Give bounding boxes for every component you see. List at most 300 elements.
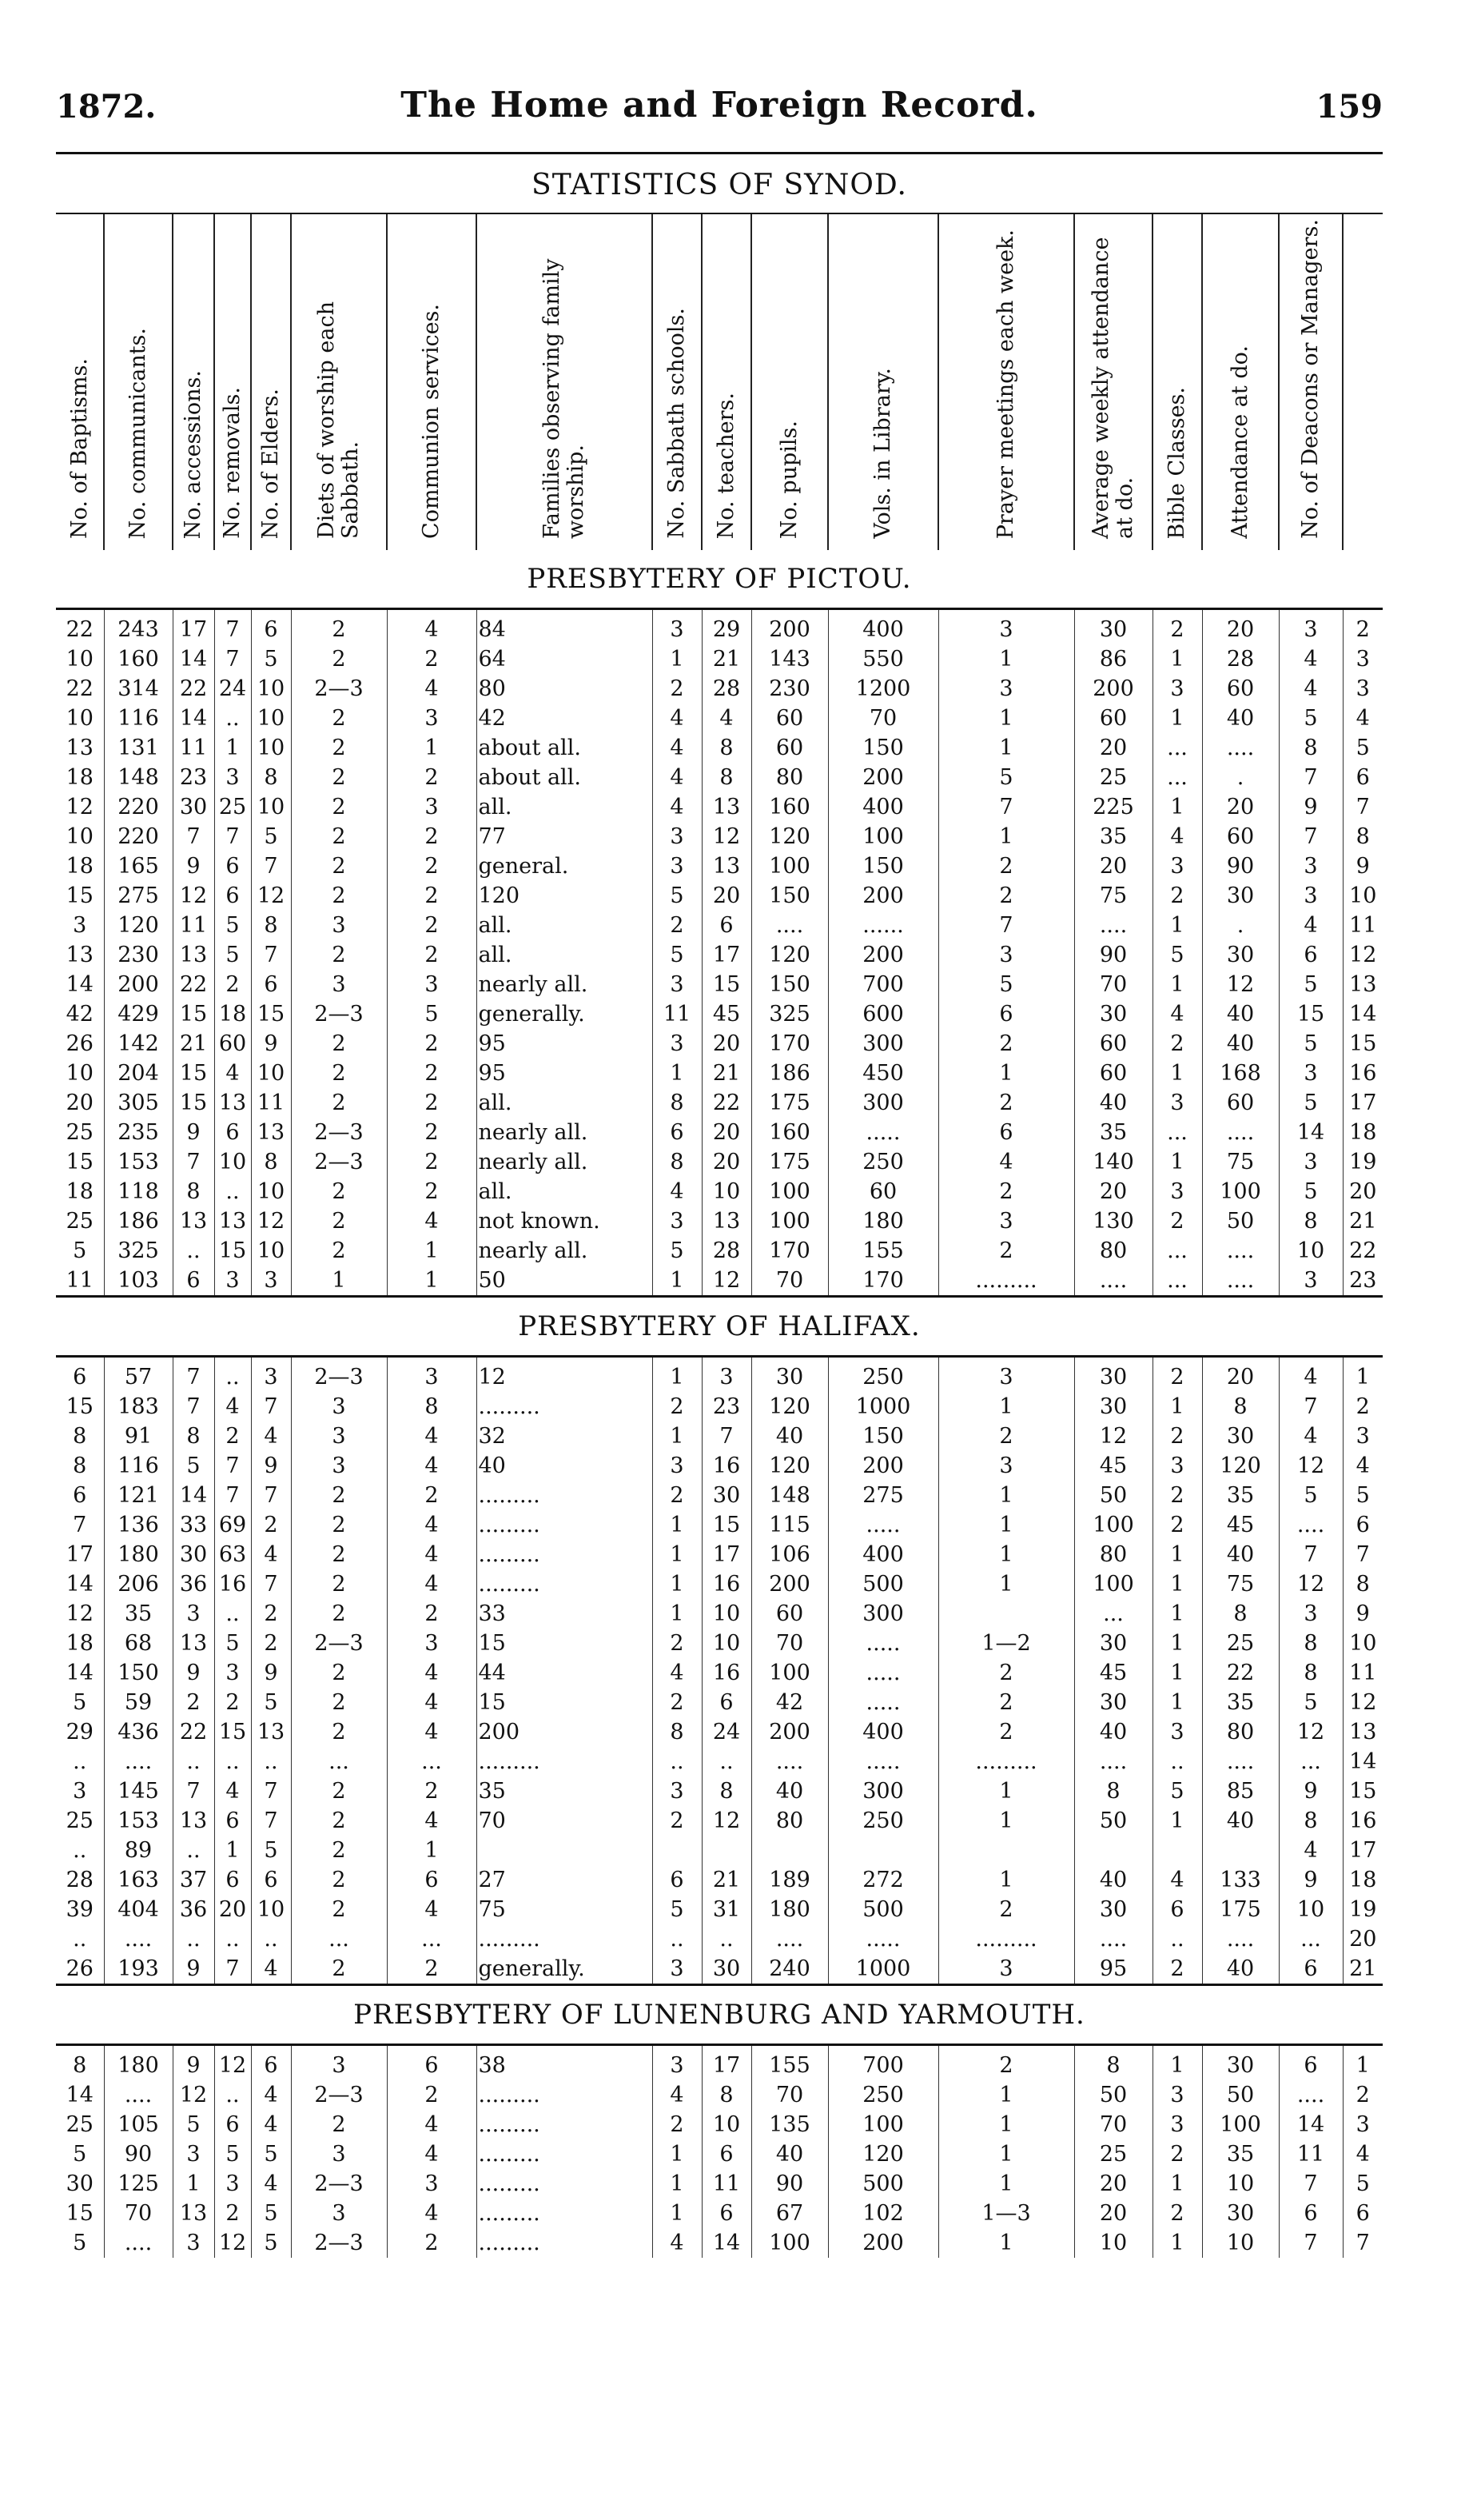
table-cell: 400 [828,1717,938,1747]
table-cell: 243 [104,609,173,645]
table-cell: 4 [387,2199,476,2228]
table-cell: 1 [938,1569,1074,1599]
column-header [104,214,173,550]
table-cell: 186 [104,1206,173,1236]
table-cell: ..... [828,1510,938,1540]
table-cell: 5 [1153,940,1202,970]
table-cell: 69 [214,1510,251,1540]
table-cell: 10 [702,1629,751,1658]
table-cell: 180 [104,2045,173,2081]
table-cell: 204 [104,1059,173,1088]
table-cell: 6 [938,1118,1074,1147]
table-cell: 7 [1356,1542,1370,1567]
table-cell: 5 [251,822,291,851]
table-cell: 15 [476,1688,652,1717]
table-cell: ... [1279,1747,1343,1776]
table-cell: 30 [56,2169,104,2199]
table-cell: 100 [1074,1510,1153,1540]
table-cell: 10 [251,704,291,733]
table-cell: 14 [56,1569,104,1599]
table-row [56,1147,1383,1177]
table-cell: 9 [1279,1776,1343,1806]
table-cell: 91 [104,1421,173,1451]
table-cell: 7 [173,1147,214,1177]
table-cell: all. [476,792,652,822]
table-cell: 9 [1356,854,1370,879]
table-cell: 3 [1153,1717,1202,1747]
table-cell: 2 [387,1776,476,1806]
table-cell: ......... [476,1392,652,1421]
table-cell: 500 [828,1895,938,1924]
table-cell: 11 [702,2169,751,2199]
table-cell: 550 [828,644,938,674]
table-cell: 30 [1202,940,1279,970]
table-cell: 153 [104,1806,173,1836]
table-row [56,911,1383,940]
table-cell: 3 [1153,2110,1202,2139]
table-cell: 314 [104,674,173,704]
table-cell: .... [751,911,828,940]
table-cell: 8 [56,1421,104,1451]
table-cell: 100 [1074,1569,1153,1599]
table-cell: 5 [251,2139,291,2169]
table-cell: about all. [476,763,652,792]
table-cell: 6 [387,1865,476,1895]
table-cell: 14 [1279,1118,1343,1147]
table-cell: 10 [702,1599,751,1629]
table-cell: 2 [291,763,387,792]
table-row [56,1569,1383,1599]
table-cell: 1 [1153,644,1202,674]
table-cell: 16 [702,1569,751,1599]
table-cell: 7 [1279,763,1343,792]
table-cell: 4 [1279,674,1343,704]
table-cell: 7 [173,1392,214,1421]
table-cell: 12 [214,2228,251,2258]
table-cell: 21 [702,644,751,674]
table-cell: 1 [291,1266,387,1297]
table-cell: 180 [751,1895,828,1924]
table-cell: 4 [652,2080,702,2110]
table-cell: 44 [476,1658,652,1688]
table-cell: 18 [1349,1868,1377,1892]
table-cell: 1 [214,733,251,763]
table-cell: 2 [251,1629,291,1658]
table-cell: 3 [938,1206,1074,1236]
table-cell: 14 [56,1658,104,1688]
table-cell: 13 [56,940,104,970]
table-cell: 8 [56,2045,104,2081]
table-cell: 8 [251,763,291,792]
table-cell: general. [476,851,652,881]
table-cell: 2 [291,1540,387,1569]
table-cell: .. [214,1924,251,1954]
table-cell: 8 [387,1392,476,1421]
table-cell: 6 [1153,1895,1202,1924]
table-cell: 18 [214,999,251,1029]
table-cell: 100 [828,822,938,851]
table-cell: 70 [476,1806,652,1836]
table-row [56,2110,1383,2139]
table-cell: 12 [1074,1421,1153,1451]
table-cell: 22 [702,1088,751,1118]
table-cell: 24 [214,674,251,704]
table-cell: 8 [1279,1206,1343,1236]
table-cell: 4 [387,1688,476,1717]
table-cell: 1000 [828,1392,938,1421]
table-cell: 60 [828,1177,938,1206]
table-cell: 2 [652,1392,702,1421]
table-cell: 3 [291,911,387,940]
table-cell: 23 [1349,1268,1377,1293]
table-cell: 3 [652,1206,702,1236]
table-cell: 10 [251,1895,291,1924]
table-cell: .. [1153,1747,1202,1776]
table-cell: 200 [751,1569,828,1599]
table-cell [1153,1836,1202,1865]
table-row [56,763,1383,792]
table-cell: 1 [1153,704,1202,733]
table-cell: 15 [56,1147,104,1177]
table-cell: 5 [56,2139,104,2169]
table-row [56,2169,1383,2199]
table-cell: 180 [828,1206,938,1236]
table-row [56,2080,1383,2110]
table-cell: 2 [387,940,476,970]
table-cell: 5 [56,1236,104,1266]
table-cell: 1 [1153,2169,1202,2199]
table-cell: .... [751,1747,828,1776]
table-row [56,1806,1383,1836]
table-cell: 4 [652,733,702,763]
table-cell: 10 [1279,1236,1343,1266]
table-cell: 20 [214,1895,251,1924]
table-cell: 30 [173,792,214,822]
table-cell: 9 [173,1118,214,1147]
table-cell: 2 [291,1599,387,1629]
table-cell: .... [751,1924,828,1954]
table-cell: 3 [652,1451,702,1481]
table-cell: .. [251,1747,291,1776]
table-cell: 3 [387,2169,476,2199]
table-cell: 7 [214,1954,251,1985]
table-cell: 404 [104,1895,173,1924]
table-cell: 5 [251,2228,291,2258]
table-cell: 2 [214,1421,251,1451]
table-cell: 3 [652,970,702,999]
table-cell: 1 [387,1266,476,1297]
table-cell: 2 [291,1059,387,1088]
table-cell: 3 [387,970,476,999]
table-cell: 75 [1074,881,1153,911]
table-row [56,1266,1383,1297]
table-cell: .... [1202,733,1279,763]
table-cell: 7 [251,1569,291,1599]
table-cell: 3 [251,1357,291,1393]
table-cell: 11 [652,999,702,1029]
table-cell: 3 [652,2045,702,2081]
table-row [56,674,1383,704]
table-cell: 20 [1202,1357,1279,1393]
table-row [56,1029,1383,1059]
table-cell: 45 [1074,1658,1153,1688]
table-cell: 40 [1202,704,1279,733]
table-cell: 2 [387,1177,476,1206]
table-cell: 12 [1202,970,1279,999]
table-cell: 13 [173,1206,214,1236]
table-cell: 17 [702,1540,751,1569]
column-header [938,214,1074,550]
table-cell: ......... [476,1924,652,1954]
table-cell: 153 [104,1147,173,1177]
table-cell: 9 [1279,792,1343,822]
table-cell: 5 [251,644,291,674]
table-cell: 140 [1074,1147,1153,1177]
table-cell: 2 [291,1717,387,1747]
table-cell: 11 [173,911,214,940]
table-cell: 9 [173,1954,214,1985]
table-cell: 5 [56,1688,104,1717]
table-cell: 8 [1356,1572,1370,1597]
table-cell: 4 [251,2110,291,2139]
table-cell [938,1836,1074,1865]
table-cell: 2 [1153,1357,1202,1393]
table-cell: 13 [173,2199,214,2228]
table-cell: 3 [291,2045,387,2081]
table-cell: 12 [1279,1717,1343,1747]
table-cell: 2 [214,970,251,999]
column-header-label: No. accessions. [181,369,205,539]
table-cell: 8 [1279,1658,1343,1688]
table-cell: 40 [1074,1088,1153,1118]
table-cell: 89 [104,1836,173,1865]
table-cell: 50 [1074,1806,1153,1836]
table-cell: 60 [751,733,828,763]
table-cell: 7 [214,644,251,674]
table-cell: 1 [652,1357,702,1393]
table-cell: 3 [652,851,702,881]
table-cell: 3 [291,970,387,999]
table-cell: 1 [387,1236,476,1266]
table-cell: 60 [1074,704,1153,733]
table-cell: 6 [214,2110,251,2139]
table-cell: 2 [1356,2083,1370,2107]
table-cell: 1—3 [938,2199,1074,2228]
table-cell: 15 [173,999,214,1029]
table-cell: 10 [251,733,291,763]
table-cell: ......... [476,1510,652,1540]
table-cell: 2 [1356,617,1370,642]
table-cell: 120 [104,911,173,940]
table-cell: 2 [652,1629,702,1658]
table-cell: 42 [751,1688,828,1717]
table-row [56,1688,1383,1717]
table-cell: 175 [751,1088,828,1118]
table-cell: 39 [56,1895,104,1924]
table-cell: 30 [1074,1895,1153,1924]
table-cell: 60 [1202,822,1279,851]
table-cell: 35 [476,1776,652,1806]
table-cell: 116 [104,1451,173,1481]
table-cell: 6 [214,881,251,911]
table-cell: 28 [1202,644,1279,674]
table-cell: 3 [173,1599,214,1629]
table-cell: 5 [1279,1177,1343,1206]
table-cell: 2 [1153,1029,1202,1059]
table-cell: 6 [1356,2201,1370,2226]
table-cell: 10 [251,674,291,704]
table-cell: 3 [1279,851,1343,881]
table-cell: 2 [214,2199,251,2228]
table-cell: 17 [56,1540,104,1569]
table-cell: 7 [1279,2169,1343,2199]
table-cell: 17 [702,2045,751,2081]
table-cell: 142 [104,1029,173,1059]
table-cell: 6 [1279,2199,1343,2228]
table-cell: 2 [291,792,387,822]
table-cell: 19 [1349,1897,1377,1922]
table-cell: 2 [938,851,1074,881]
table-cell: 9 [173,1658,214,1688]
table-cell: 4 [1153,999,1202,1029]
table-cell: 3 [251,1266,291,1297]
table-cell: 6 [1279,1954,1343,1985]
table-cell: 25 [1202,1629,1279,1658]
table-cell: 18 [1349,1120,1377,1145]
table-cell: 4 [387,1540,476,1569]
table-cell: ... [387,1924,476,1954]
table-cell: 80 [476,674,652,704]
table-cell: 1 [1153,1392,1202,1421]
table-cell: 2 [938,1177,1074,1206]
table-row [56,1236,1383,1266]
table-cell: 2 [251,1510,291,1540]
table-cell: .... [104,2080,173,2110]
table-row [56,1357,1383,1393]
table-cell: 7 [251,1776,291,1806]
table-cell: 2 [1153,2139,1202,2169]
column-header [387,214,476,550]
table-cell: .... [1202,1747,1279,1776]
table-cell: 17 [1349,1838,1377,1863]
table-cell: 4 [1279,1357,1343,1393]
table-cell: 150 [828,1421,938,1451]
table-cell: 9 [1356,1601,1370,1626]
table-cell: 2 [291,1236,387,1266]
table-cell: 120 [751,1451,828,1481]
table-cell: 11 [251,1088,291,1118]
table-cell: not known. [476,1206,652,1236]
table-cell: 77 [476,822,652,851]
table-cell: 4 [1279,911,1343,940]
table-cell: 15 [173,1059,214,1088]
page-number: 159 [1316,88,1383,126]
table-cell: 183 [104,1392,173,1421]
table-cell: 2 [291,1865,387,1895]
table-cell: 50 [1074,1481,1153,1510]
table-cell: 8 [251,911,291,940]
table-cell: 15 [173,1088,214,1118]
table-cell: 2 [291,2110,387,2139]
table-row [56,1747,1383,1776]
table-cell: 6 [702,2139,751,2169]
table-cell: 25 [56,2110,104,2139]
table-cell: ......... [476,2139,652,2169]
table-cell: 6 [214,851,251,881]
table-cell: 3 [938,674,1074,704]
table-cell: 31 [702,1895,751,1924]
table-cell: 3 [1279,1059,1343,1088]
table-cell: 11 [173,733,214,763]
table-cell: 305 [104,1088,173,1118]
table-cell: 30 [1202,1421,1279,1451]
table-cell: 11 [1349,1661,1377,1685]
table-cell: 70 [104,2199,173,2228]
column-header [251,214,291,550]
table-cell: 3 [1279,609,1343,645]
table-cell: 3 [1279,881,1343,911]
table-cell: 15 [251,999,291,1029]
table-cell: 14 [1349,1002,1377,1027]
table-cell: 25 [56,1206,104,1236]
table-cell: ......... [476,1540,652,1569]
column-header [751,214,828,550]
table-cell: 2—3 [291,2169,387,2199]
table-cell: 8 [702,1776,751,1806]
table-cell: 2 [387,1954,476,1985]
page [56,85,1383,2258]
table-cell: 2 [291,1177,387,1206]
table-row [56,1392,1383,1421]
table-cell: 20 [56,1088,104,1118]
table-cell: 2 [291,1806,387,1836]
table-cell: 12 [1279,1569,1343,1599]
table-cell: 8 [173,1177,214,1206]
table-cell: 150 [828,851,938,881]
table-cell: 15 [56,1392,104,1421]
table-cell: 100 [751,2228,828,2258]
table-cell: ......... [938,1266,1074,1297]
table-row [56,609,1383,645]
table-cell: ......... [476,2110,652,2139]
table-cell: 15 [214,1236,251,1266]
table-cell: .. [214,1747,251,1776]
table-cell: 2 [387,1029,476,1059]
table-cell: 12 [702,822,751,851]
table-cell: 150 [104,1658,173,1688]
table-cell: 120 [751,1392,828,1421]
table-row [56,999,1383,1029]
table-cell: 3 [938,940,1074,970]
table-cell: 2 [291,851,387,881]
table-cell: 5 [652,1236,702,1266]
table-cell: 30 [1074,1357,1153,1393]
table-cell: 600 [828,999,938,1029]
table-cell: 3 [214,1658,251,1688]
table-cell: 70 [751,1629,828,1658]
table-cell: 30 [1074,1629,1153,1658]
table-cell: 2 [291,1658,387,1688]
table-cell: 7 [173,1357,214,1393]
table-cell: 1 [1153,1540,1202,1569]
table-cell: 80 [1202,1717,1279,1747]
column-header [476,214,652,550]
table-cell: .. [214,1177,251,1206]
table-cell: ......... [938,1924,1074,1954]
table-cell: 30 [751,1357,828,1393]
table-cell: 35 [1202,1481,1279,1510]
table-cell: 300 [828,1776,938,1806]
